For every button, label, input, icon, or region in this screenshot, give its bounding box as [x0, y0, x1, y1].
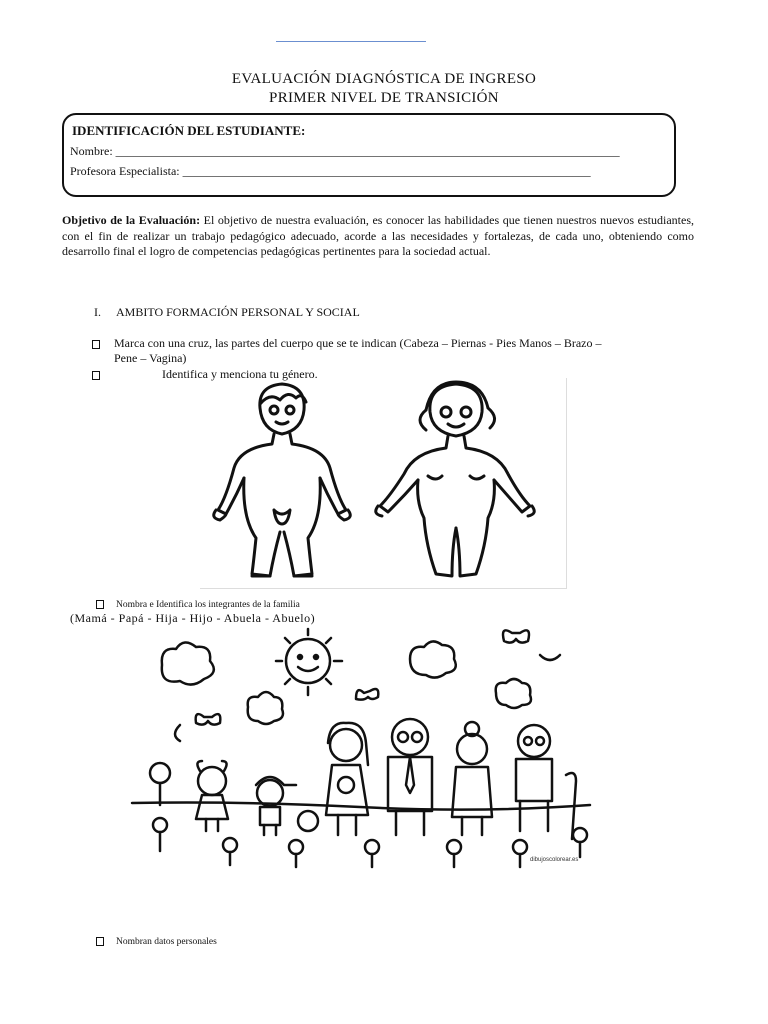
- objective-text: El objetivo de nuestra evaluación, es conocer las habilidades que tienen nuestros nuevos estudiantes, con el fin de realizar un trabajo pedagógico adecuado, acorde a las necesidades y fortalezas, de cada uno, obteniendo como desarrollo final el logro de competencias pedagógicas pertinentes para la sociedad actual.: [62, 213, 694, 258]
- document-subtitle: PRIMER NIVEL DE TRANSICIÓN: [269, 90, 499, 106]
- teacher-field: Profesora Especialista: ____________________________________________________________________: [70, 164, 591, 178]
- top-decorative-line: [276, 41, 426, 42]
- gender-text: Identifica y menciona tu género.: [162, 367, 318, 381]
- personal-data-text: Nombran datos personales: [116, 937, 217, 947]
- identification-heading: IDENTIFICACIÓN DEL ESTUDIANTE:: [72, 123, 306, 138]
- name-field: Nombre: ____________________________________________________________________________________: [70, 144, 620, 158]
- checkbox-icon: [92, 371, 100, 380]
- credit-text: dibujoscolorear.es: [530, 857, 579, 863]
- checkbox-icon: [92, 340, 100, 349]
- family-figure: [120, 625, 610, 880]
- document-title: EVALUACIÓN DIAGNÓSTICA DE INGRESO: [231, 71, 537, 87]
- objective-label: Objetivo de la Evaluación:: [62, 213, 201, 227]
- list-item-personal-data: [96, 937, 217, 947]
- list-item-family: [96, 600, 300, 610]
- section-number: I.: [94, 305, 101, 319]
- list-item-body-parts: [92, 336, 602, 351]
- family-credit-label: [530, 853, 600, 863]
- body-figure: [200, 378, 567, 589]
- checkbox-icon: [96, 937, 104, 946]
- family-members-words: (Mamá - Papá - Hija - Hijo - Abuela - Abuelo): [70, 611, 316, 625]
- checkbox-icon: [96, 600, 104, 609]
- body-parts-text-line1: Marca con una cruz, las partes del cuerpo que se te indican (Cabeza – Piernas - Pies Manos – Brazo –: [114, 336, 602, 350]
- objective-paragraph: [62, 213, 694, 260]
- family-text: Nombra e Identifica los integrantes de la familia: [116, 600, 300, 610]
- boy-and-girl-body-outline-icon: [200, 378, 566, 588]
- family-coloring-drawing-icon: [120, 625, 610, 880]
- section-title: AMBITO FORMACIÓN PERSONAL Y SOCIAL: [116, 305, 360, 319]
- body-parts-text-line2: Pene – Vagina): [114, 351, 187, 365]
- section-heading: [94, 305, 360, 320]
